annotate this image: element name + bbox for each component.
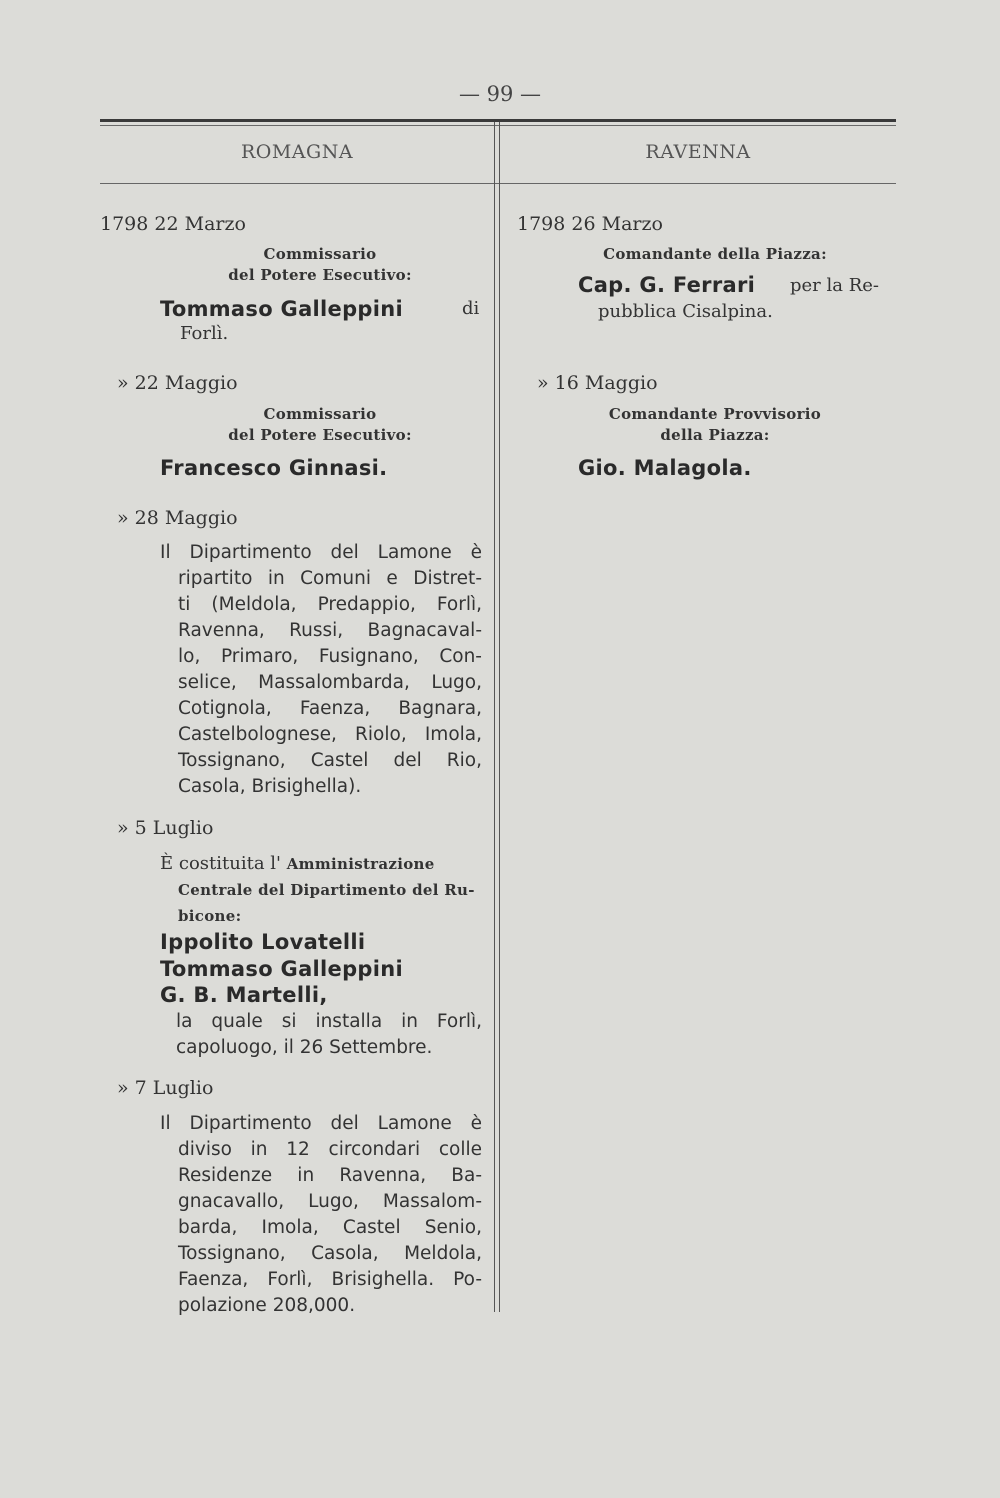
lead-text: È costituita l'	[160, 853, 281, 874]
entry-date: 1798 26 Marzo	[517, 213, 663, 235]
paragraph-line: capoluogo, il 26 Settembre.	[176, 1037, 433, 1058]
top-rule-thick	[100, 119, 896, 122]
page-number: — 99 —	[458, 82, 542, 106]
office-line: Comandante Provvisorio	[608, 405, 822, 423]
paragraph-line: selice, Massalombarda, Lugo,	[178, 672, 482, 693]
person-name: Tommaso Galleppini	[160, 297, 403, 321]
paragraph-line: la quale si installa in Forlì,	[176, 1011, 482, 1032]
office-line: della Piazza:	[660, 426, 770, 444]
entry-date: » 5 Luglio	[117, 817, 214, 839]
header-rule	[100, 183, 896, 184]
column-header-romagna: ROMAGNA	[240, 141, 354, 163]
paragraph-line: Il Dipartimento del Lamone è	[160, 542, 482, 563]
paragraph-line: polazione 208,000.	[178, 1295, 356, 1316]
person-name: Francesco Ginnasi.	[160, 456, 388, 480]
column-divider-left	[494, 122, 495, 1312]
office-title	[560, 404, 870, 446]
paragraph-line: ti (Meldola, Predappio, Forlì,	[178, 594, 482, 615]
paragraph-line: Tossignano, Casola, Meldola,	[178, 1243, 482, 1264]
entry-lead	[160, 851, 482, 929]
paragraph-line: Cotignola, Faenza, Bagnara,	[178, 698, 482, 719]
entry-date: » 16 Maggio	[537, 372, 658, 394]
lead-line	[178, 903, 482, 929]
person-name: Tommaso Galleppini	[160, 957, 403, 981]
office-line: del Potere Esecutivo:	[228, 266, 412, 284]
lead-line	[178, 877, 482, 903]
paragraph-line: gnacavallo, Lugo, Massalom-	[178, 1191, 482, 1212]
column-header-ravenna: RAVENNA	[645, 141, 751, 163]
paragraph-line: ripartito in Comuni e Distret-	[178, 568, 482, 589]
lead-bold: Amministrazione	[286, 855, 435, 873]
entry-paragraph	[160, 1111, 482, 1319]
entry-date: » 22 Maggio	[117, 372, 238, 394]
paragraph-line: Il Dipartimento del Lamone è	[160, 1113, 482, 1134]
person-name: Cap. G. Ferrari	[578, 273, 756, 297]
entry-date: 1798 22 Marzo	[100, 213, 246, 235]
office-title	[160, 404, 480, 446]
entry-paragraph	[176, 1009, 482, 1061]
entry-paragraph	[160, 540, 482, 800]
column-divider-right	[499, 122, 500, 1312]
top-rule-thin	[100, 125, 896, 126]
person-name: Gio. Malagola.	[578, 456, 752, 480]
lead-line	[160, 851, 482, 877]
office-line: Comandante della Piazza:	[603, 245, 827, 263]
paragraph-line: Ravenna, Russi, Bagnacaval-	[178, 620, 482, 641]
paragraph-line: Residenze in Ravenna, Ba-	[178, 1165, 482, 1186]
continuation-text: Forlì.	[180, 323, 229, 344]
continuation-text: pubblica Cisalpina.	[598, 301, 773, 322]
name-suffix: di	[462, 298, 480, 319]
paragraph-line: diviso in 12 circondari colle	[178, 1139, 482, 1160]
paragraph-line: lo, Primaro, Fusignano, Con-	[178, 646, 482, 667]
office-title	[560, 244, 870, 265]
paragraph-line: Faenza, Forlì, Brisighella. Po-	[178, 1269, 482, 1290]
office-line: del Potere Esecutivo:	[228, 426, 412, 444]
name-suffix: per la Re-	[790, 275, 879, 296]
paragraph-line: Tossignano, Castel del Rio,	[178, 750, 482, 771]
person-name: Ippolito Lovatelli	[160, 930, 366, 954]
person-name: G. B. Martelli,	[160, 983, 328, 1007]
office-line: Commissario	[263, 405, 377, 423]
entry-date: » 7 Luglio	[117, 1077, 214, 1099]
office-line: Commissario	[263, 245, 377, 263]
lead-bold: Centrale del Dipartimento del Ru-	[178, 881, 475, 899]
paragraph-line: Casola, Brisighella).	[178, 776, 362, 797]
office-title	[160, 244, 480, 286]
entry-date: » 28 Maggio	[117, 507, 238, 529]
paragraph-line: barda, Imola, Castel Senio,	[178, 1217, 482, 1238]
paragraph-line: Castelbolognese, Riolo, Imola,	[178, 724, 482, 745]
lead-bold: bicone:	[178, 907, 242, 925]
